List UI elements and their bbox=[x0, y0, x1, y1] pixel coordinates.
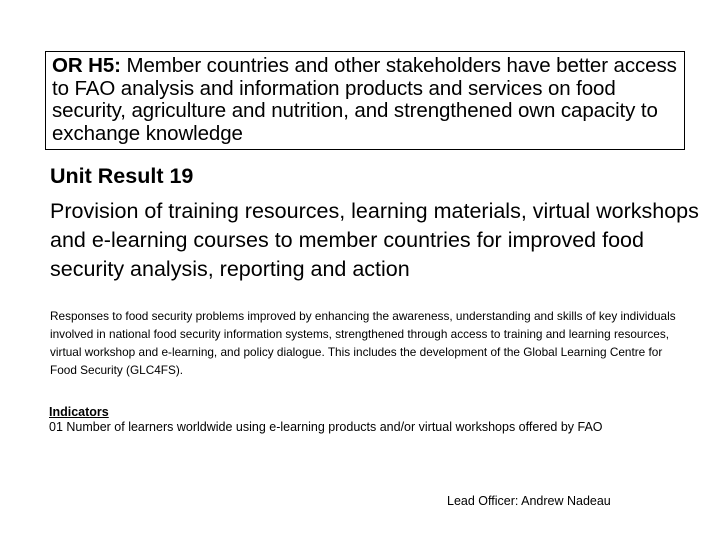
indicator-item: 01 Number of learners worldwide using e-learning products and/or virtual workshops offered by FAO bbox=[49, 420, 603, 434]
indicators-heading: Indicators bbox=[49, 405, 109, 419]
indicators-section bbox=[49, 405, 709, 435]
lead-officer: Lead Officer: Andrew Nadeau bbox=[447, 494, 611, 508]
unit-result-title: Unit Result 19 bbox=[50, 164, 194, 188]
organizational-result-label: OR H5: bbox=[52, 54, 121, 77]
unit-result-details: Responses to food security problems improved by enhancing the awareness, understanding and skills of key individuals involved in national food security information systems, strengthened through access to training and learning resources, virtual workshop and e-learning, and policy dialogue. This includes the development of the Global Learning Centre for Food Security (GLC4FS). bbox=[50, 309, 676, 377]
organizational-result-text: Member countries and other stakeholders have better access to FAO analysis and information products and services on food security, agriculture and nutrition, and strengthened own capacity to exchange knowledge bbox=[52, 54, 677, 145]
organizational-result-box bbox=[45, 51, 685, 150]
unit-result-description: Provision of training resources, learning materials, virtual workshops and e-learning courses to member countries for improved food security analysis, reporting and action bbox=[50, 199, 699, 281]
